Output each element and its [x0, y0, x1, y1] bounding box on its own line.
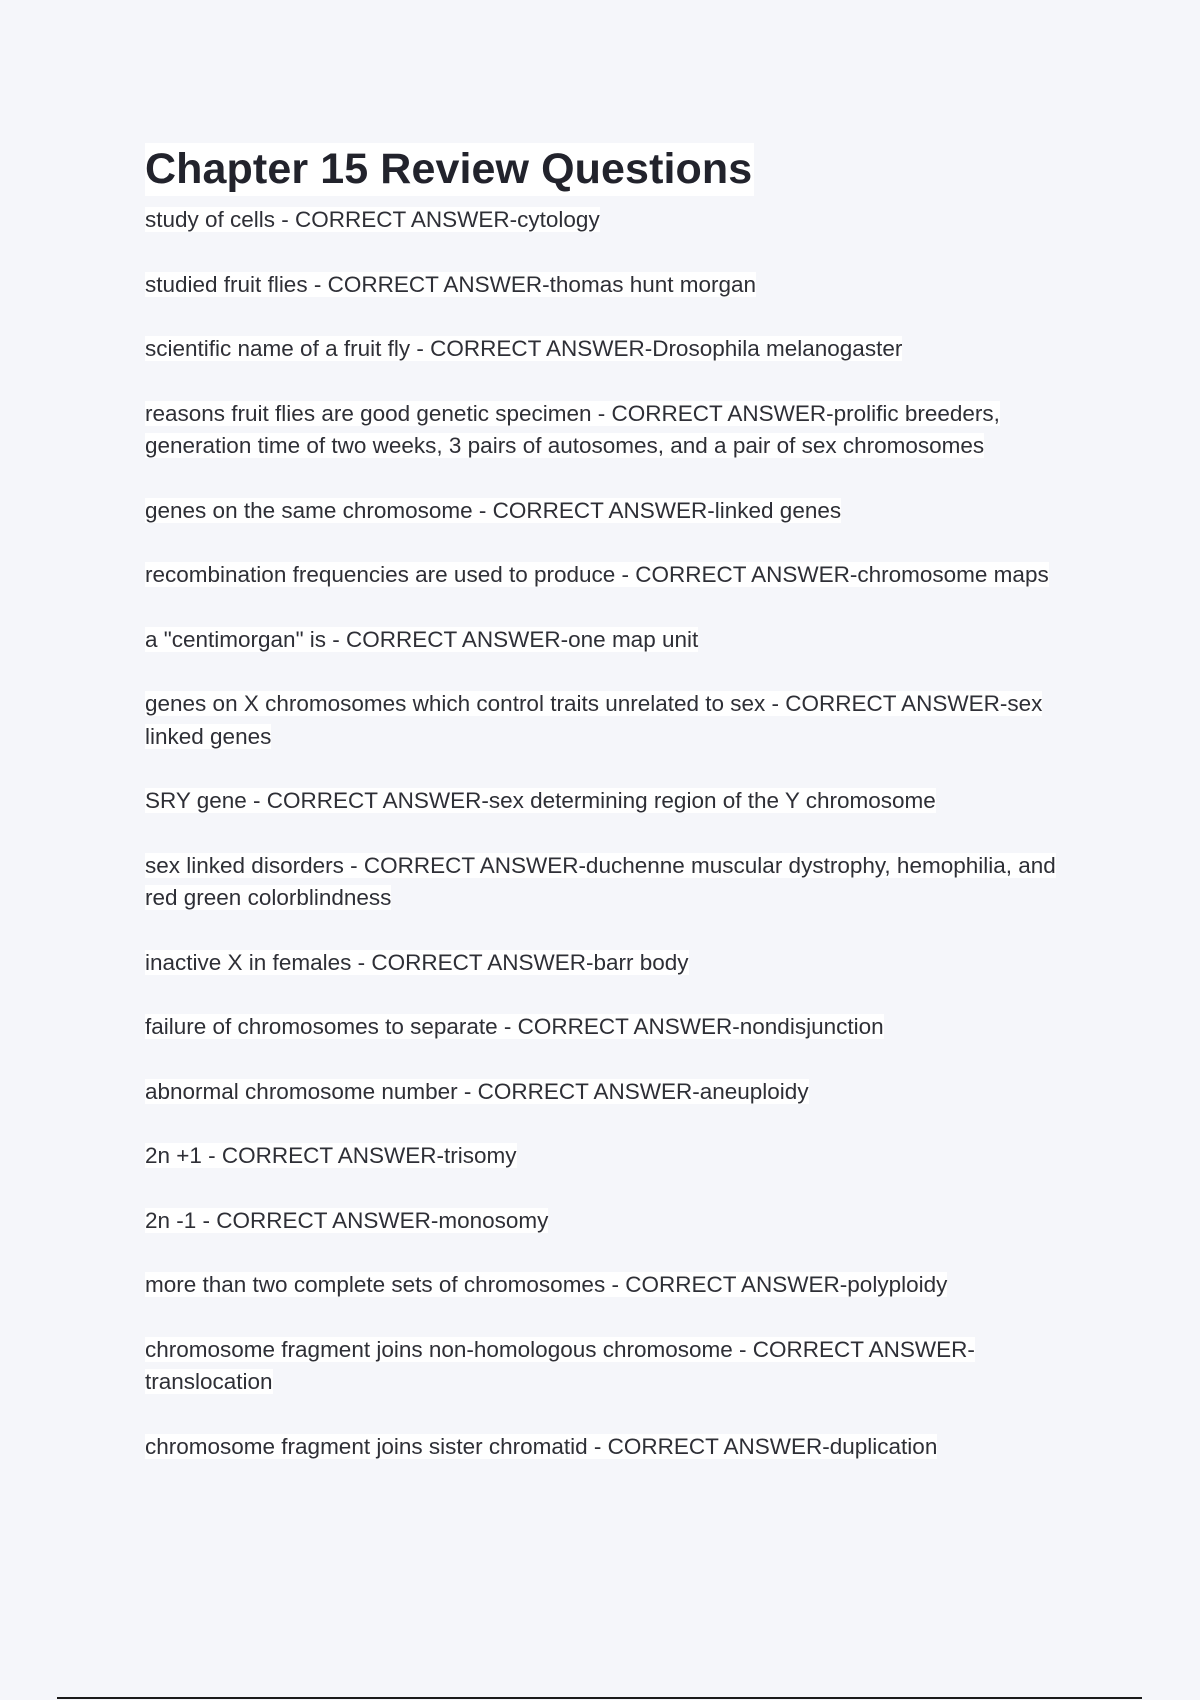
question-answer-text: genes on X chromosomes which control traits unrelated to sex - CORRECT ANSWER-sex linked genes	[145, 691, 1043, 749]
question-answer-text: reasons fruit flies are good genetic specimen - CORRECT ANSWER-prolific breeders, generation time of two weeks, 3 pairs of autosomes, and a pair of sex chromosomes	[145, 400, 1000, 458]
question-answer-text: scientific name of a fruit fly - CORRECT ANSWER-Drosophila melanogaster	[145, 336, 903, 361]
list-item	[145, 1334, 1085, 1399]
list-item	[145, 1269, 1085, 1302]
list-item	[145, 1076, 1085, 1109]
question-answer-text: more than two complete sets of chromosomes - CORRECT ANSWER-polyploidy	[145, 1272, 948, 1297]
list-item	[145, 269, 1085, 302]
list-item	[145, 204, 1085, 237]
question-answer-text: failure of chromosomes to separate - CORRECT ANSWER-nondisjunction	[145, 1014, 884, 1039]
question-answer-text: sex linked disorders - CORRECT ANSWER-duchenne muscular dystrophy, hemophilia, and red green colorblindness	[145, 852, 1056, 910]
list-item	[145, 398, 1085, 463]
question-answer-text: chromosome fragment joins non-homologous chromosome - CORRECT ANSWER-translocation	[145, 1336, 975, 1394]
question-answer-text: chromosome fragment joins sister chromatid - CORRECT ANSWER-duplication	[145, 1433, 938, 1459]
page-bottom-rule	[57, 1697, 1142, 1699]
document-content	[145, 143, 1085, 1495]
page-title: Chapter 15 Review Questions	[145, 143, 754, 196]
list-item	[145, 333, 1085, 366]
list-item	[145, 1205, 1085, 1238]
list-item	[145, 559, 1085, 592]
question-answer-text: 2n +1 - CORRECT ANSWER-trisomy	[145, 1143, 517, 1168]
list-item	[145, 947, 1085, 980]
list-item	[145, 1140, 1085, 1173]
list-item	[145, 1431, 1085, 1464]
question-answer-text: recombination frequencies are used to produce - CORRECT ANSWER-chromosome maps	[145, 562, 1049, 587]
question-answer-text: study of cells - CORRECT ANSWER-cytology	[145, 207, 600, 232]
list-item	[145, 850, 1085, 915]
question-answer-text: a "centimorgan" is - CORRECT ANSWER-one map unit	[145, 626, 699, 652]
list-item	[145, 624, 1085, 657]
list-item	[145, 688, 1085, 753]
question-answer-text: studied fruit flies - CORRECT ANSWER-thomas hunt morgan	[145, 271, 757, 297]
list-item	[145, 785, 1085, 818]
question-answer-text: abnormal chromosome number - CORRECT ANSWER-aneuploidy	[145, 1078, 809, 1104]
question-answer-text: genes on the same chromosome - CORRECT ANSWER-linked genes	[145, 497, 842, 523]
question-answer-text: SRY gene - CORRECT ANSWER-sex determining region of the Y chromosome	[145, 788, 936, 813]
list-item	[145, 495, 1085, 528]
list-item	[145, 1011, 1085, 1044]
question-answer-text: inactive X in females - CORRECT ANSWER-barr body	[145, 949, 689, 975]
question-answer-list	[145, 204, 1085, 1463]
question-answer-text: 2n -1 - CORRECT ANSWER-monosomy	[145, 1207, 549, 1233]
